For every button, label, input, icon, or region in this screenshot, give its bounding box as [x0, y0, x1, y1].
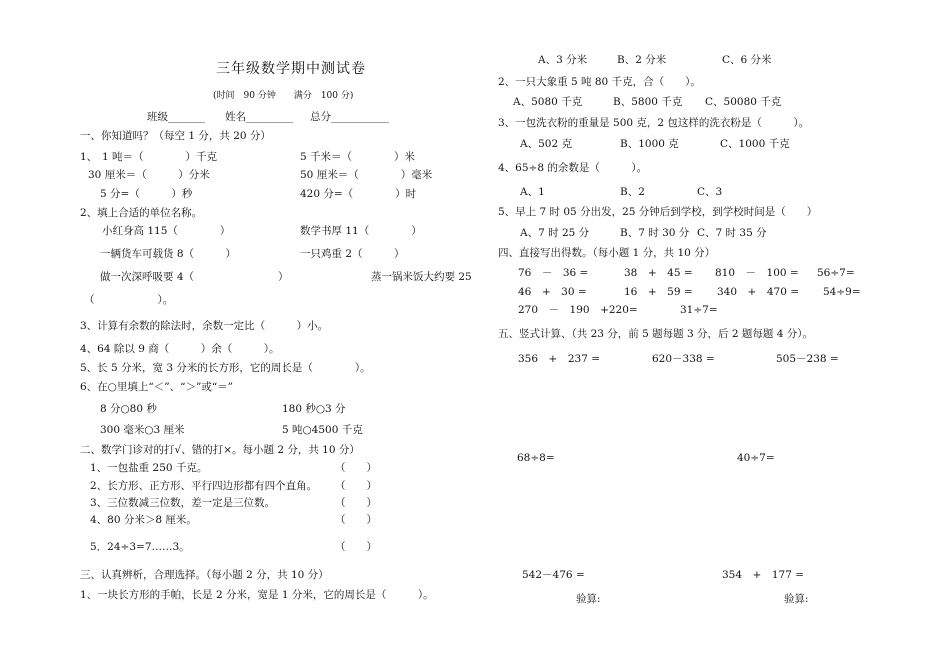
vert-calc-4: 68÷8=	[517, 452, 555, 464]
mc-q1: 1、一块长方形的手帕，长是 2 分米，宽是 1 分米，它的周长是（ ）。	[80, 589, 434, 601]
q2-item-d: 一只鸡重 2（ ）	[300, 248, 405, 260]
q2-heading: 2、填上合适的单位名称。	[80, 207, 203, 219]
page-title: 三年级数学期中测试卷	[216, 61, 366, 77]
q1-item-b: 5 千米＝（ ）米	[300, 151, 416, 163]
mc-q2: 2、一只大象重 5 吨 80 千克，合（ ）。	[498, 76, 701, 88]
q6-item-a: 8 分○80 秒	[100, 403, 157, 415]
q1-number: 1、	[80, 151, 98, 163]
tf-answer-5: （ ）	[335, 541, 377, 553]
oral-r2-c4: 54÷9=	[823, 286, 861, 298]
section4-heading: 四、直接写出得数。（每小题 1 分，共 10 分）	[498, 247, 716, 259]
name-field: 姓名_________	[225, 111, 294, 123]
tf-answer-3: （ ）	[335, 497, 377, 509]
tf-item-5: 5．24÷3=7……3。	[90, 541, 190, 553]
exam-meta: (时间 90 分钟 满分 100 分)	[213, 91, 354, 101]
q6-heading: 6、在○里填上“＜”、“＞”或“＝”	[80, 381, 234, 393]
mc-q4-option-a: A、1	[520, 186, 545, 198]
tf-item-2: 2、长方形、正方形、平行四边形都有四个直角。	[90, 480, 318, 492]
mc-q4-option-b: B、2	[620, 186, 645, 198]
oral-r1-c2: 38 + 45 =	[624, 267, 693, 279]
mc-q4: 4、65÷8 的余数是（ ）。	[498, 162, 648, 174]
oral-r1-c4: 56÷7=	[817, 267, 855, 279]
mc-q2-option-c: C、50080 千克	[705, 96, 782, 108]
q2-item-c: 一辆货车可载货 8（ ）	[100, 248, 237, 260]
vert-calc-6: 542－476 =	[522, 569, 585, 581]
mc-q3-option-a: A、502 克	[520, 138, 572, 150]
q4-text: 4、64 除以 9 商（ ）余（ ）。	[80, 343, 280, 355]
oral-r3-c2: 31÷7=	[680, 304, 718, 316]
mc-q4-option-c: C、3	[697, 186, 723, 198]
mc-q1-option-c: C、6 分米	[722, 54, 772, 66]
vert-calc-7: 354 + 177 =	[722, 569, 805, 581]
mc-q2-option-a: A、5080 千克	[513, 96, 583, 108]
tf-answer-1: （ ）	[335, 462, 377, 474]
q6-item-c: 300 毫米○3 厘米	[100, 424, 185, 436]
q1-item-d: 50 厘米＝（ ）毫米	[300, 169, 433, 181]
oral-r2-c2: 16 + 59 =	[624, 286, 693, 298]
vert-calc-3: 505－238 =	[776, 353, 839, 365]
q1-item-a: 1 吨＝（ ）千克	[102, 151, 218, 163]
tf-item-3: 3、三位数减三位数，差一定是三位数。	[90, 497, 276, 509]
mc-q3-option-b: B、1000 克	[620, 138, 679, 150]
tf-answer-4: （ ）	[335, 514, 377, 526]
mc-q2-option-b: B、5800 千克	[613, 96, 683, 108]
q1-item-c: 30 厘米＝（ ）分米	[88, 169, 210, 181]
mc-q3: 3、一包洗衣粉的重量是 500 克，2 包这样的洗衣粉是（ ）。	[498, 117, 810, 129]
q2-item-g: （ ）。	[84, 294, 174, 306]
mc-q1-option-a: A、3 分米	[538, 54, 588, 66]
mc-q5-option-b: B、7 时 30 分	[620, 227, 690, 239]
tf-item-1: 1、一包盐重 250 千克。	[90, 462, 208, 474]
section1-heading: 一、你知道吗？（每空 1 分，共 20 分）	[80, 130, 271, 142]
mc-q5-option-a: A、7 时 25 分	[520, 227, 590, 239]
q1-item-f: 420 分=（ ）时	[300, 188, 417, 200]
tf-answer-2: （ ）	[335, 480, 377, 492]
mc-q1-option-b: B、2 分米	[617, 54, 667, 66]
vert-calc-5: 40÷7=	[737, 452, 775, 464]
oral-r2-c3: 340 + 470 =	[717, 286, 800, 298]
check-label-2: 验算:	[784, 593, 809, 605]
q2-item-e: 做一次深呼吸要 4（ ）	[100, 271, 289, 283]
oral-r2-c1: 46 + 30 =	[518, 286, 587, 298]
section2-heading: 二、数学门诊对的打√、错的打×。每小题 2 分，共 10 分）	[80, 444, 360, 456]
class-field: 班级_______	[147, 111, 205, 123]
tf-item-4: 4、80 分米＞8 厘米。	[90, 514, 197, 526]
q2-item-f: 蒸一锅米饭大约要 25	[371, 271, 472, 283]
vert-calc-2: 620－338 =	[652, 353, 715, 365]
oral-r1-c3: 810 － 100 =	[715, 267, 799, 279]
q5-text: 5、长 5 分米，宽 3 分米的长方形，它的周长是（ ）。	[80, 362, 371, 374]
oral-r3-c1: 270 － 190 +220=	[518, 304, 638, 316]
mc-q3-option-c: C、1000 千克	[720, 138, 790, 150]
q1-item-e: 5 分=（ ）秒	[100, 188, 193, 200]
oral-r1-c1: 76 － 36 =	[518, 267, 589, 279]
q6-item-b: 180 秒○3 分	[282, 403, 346, 415]
q2-item-b: 数学书厚 11（ ）	[300, 225, 422, 237]
mc-q5-option-c: C、7 时 35 分	[697, 227, 767, 239]
section3-heading: 三、认真辨析，合理选择。（每小题 2 分，共 10 分）	[80, 569, 329, 581]
score-field: 总分___________	[310, 111, 389, 123]
q3-text: 3、计算有余数的除法时，余数一定比（ ）小。	[80, 320, 329, 332]
section5-heading: 五、竖式计算、（共 23 分，前 5 题每题 3 分，后 2 题每题 4 分）。	[498, 328, 813, 340]
check-label-1: 验算:	[576, 593, 601, 605]
mc-q5: 5、早上 7 时 05 分出发，25 分钟后到学校，到学校时间是（ ）	[498, 206, 818, 218]
vert-calc-1: 356 + 237 =	[518, 353, 601, 365]
q6-item-d: 5 吨○4500 千克	[282, 424, 363, 436]
q2-item-a: 小红身高 115（ ）	[102, 225, 231, 237]
